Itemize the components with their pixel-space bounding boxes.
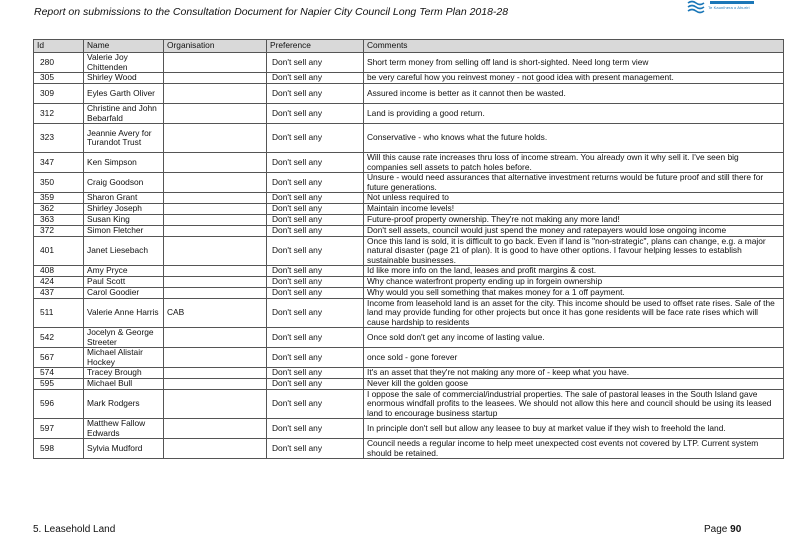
cell-name: Paul Scott	[84, 277, 164, 288]
cell-preference: Don't sell any	[267, 73, 364, 84]
table-row	[34, 237, 784, 266]
cell-name: Craig Goodson	[84, 173, 164, 193]
cell-preference: Don't sell any	[267, 226, 364, 237]
cell-organisation	[164, 193, 267, 204]
cell-comment: Why would you sell something that makes money for a 1 off payment.	[364, 288, 784, 299]
cell-comment: It's an asset that they're not making any more of - keep what you have.	[364, 368, 784, 379]
cell-preference: Don't sell any	[267, 237, 364, 266]
cell-id: 597	[34, 419, 84, 439]
cell-preference: Don't sell any	[267, 277, 364, 288]
cell-organisation	[164, 288, 267, 299]
cell-name: Mark Rodgers	[84, 390, 164, 419]
cell-preference: Don't sell any	[267, 288, 364, 299]
table-row	[34, 368, 784, 379]
cell-name: Valerie Joy Chittenden	[84, 53, 164, 73]
cell-comment: Income from leasehold land is an asset for the city. This income should be used to offset rate rises. Sale of the land may provide funding for other projects but once it has gone residents will be face rate rises which will cause hardship to residents	[364, 299, 784, 328]
cell-comment: Future-proof property ownership. They're not making any more land!	[364, 215, 784, 226]
footer-section: 5. Leasehold Land	[33, 524, 116, 535]
cell-id: 595	[34, 379, 84, 390]
cell-name: Janet Liesebach	[84, 237, 164, 266]
cell-organisation	[164, 439, 267, 459]
cell-id: 574	[34, 368, 84, 379]
cell-id: 305	[34, 73, 84, 84]
cell-organisation	[164, 390, 267, 419]
cell-preference: Don't sell any	[267, 379, 364, 390]
report-title: Report on submissions to the Consultation Document for Napier City Council Long Term Plan 2018-28	[34, 6, 509, 18]
cell-name: Michael Alistair Hockey	[84, 348, 164, 368]
cell-comment: Why chance waterfront property ending up in forgein ownership	[364, 277, 784, 288]
table-row	[34, 53, 784, 73]
cell-id: 362	[34, 204, 84, 215]
cell-preference: Don't sell any	[267, 193, 364, 204]
cell-name: Michael Bull	[84, 379, 164, 390]
cell-preference: Don't sell any	[267, 204, 364, 215]
cell-comment: Maintain income levels!	[364, 204, 784, 215]
cell-comment: Never kill the golden goose	[364, 379, 784, 390]
cell-id: 359	[34, 193, 84, 204]
cell-comment: be very careful how you reinvest money - not good idea with present management.	[364, 73, 784, 84]
table-row	[34, 124, 784, 153]
cell-organisation	[164, 104, 267, 124]
cell-preference: Don't sell any	[267, 173, 364, 193]
cell-name: Amy Pryce	[84, 266, 164, 277]
logo-subtext: Te Kaunihera o Ahuriri	[708, 5, 750, 10]
cell-name: Ken Simpson	[84, 153, 164, 173]
cell-name: Jocelyn & George Streeter	[84, 328, 164, 348]
cell-comment: Not unless required to	[364, 193, 784, 204]
cell-organisation	[164, 277, 267, 288]
cell-preference: Don't sell any	[267, 84, 364, 104]
cell-organisation	[164, 53, 267, 73]
cell-comment: I oppose the sale of commercial/industrial properties. The sale of pastoral leases in the South Island gave enormous windfall profits to the leasees. We should not allow this here and council should be using its leased land to encourage business startup	[364, 390, 784, 419]
cell-name: Sharon Grant	[84, 193, 164, 204]
table-row	[34, 299, 784, 328]
cell-id: 309	[34, 84, 84, 104]
table-row	[34, 84, 784, 104]
cell-organisation: CAB	[164, 299, 267, 328]
cell-organisation	[164, 153, 267, 173]
cell-preference: Don't sell any	[267, 266, 364, 277]
cell-preference: Don't sell any	[267, 153, 364, 173]
cell-preference: Don't sell any	[267, 328, 364, 348]
cell-name: Simon Fletcher	[84, 226, 164, 237]
page-label: Page	[704, 524, 728, 535]
cell-comment: Council needs a regular income to help meet unexpected cost events not covered by LTP. Current system should be retained.	[364, 439, 784, 459]
cell-id: 596	[34, 390, 84, 419]
cell-preference: Don't sell any	[267, 368, 364, 379]
cell-organisation	[164, 379, 267, 390]
cell-preference: Don't sell any	[267, 439, 364, 459]
cell-preference: Don't sell any	[267, 215, 364, 226]
cell-organisation	[164, 73, 267, 84]
table-row	[34, 173, 784, 193]
cell-id: 408	[34, 266, 84, 277]
table-header-row	[34, 40, 784, 53]
cell-name: Eyles Garth Oliver	[84, 84, 164, 104]
footer-page	[704, 524, 741, 535]
cell-organisation	[164, 368, 267, 379]
cell-id: 372	[34, 226, 84, 237]
cell-preference: Don't sell any	[267, 299, 364, 328]
table-row	[34, 215, 784, 226]
cell-comment: Once this land is sold, it is difficult to go back. Even if land is "non-strategic", plans can change, e.g. a major natural disaster (page 21 of plan). It is good to have other options. I favour helping lesses to establish sustainable businesses.	[364, 237, 784, 266]
cell-id: 347	[34, 153, 84, 173]
cell-organisation	[164, 204, 267, 215]
cell-id: 280	[34, 53, 84, 73]
cell-comment: once sold - gone forever	[364, 348, 784, 368]
cell-comment: In principle don't sell but allow any leasee to buy at market value if they wish to freehold the land.	[364, 419, 784, 439]
cell-organisation	[164, 348, 267, 368]
table-row	[34, 204, 784, 215]
cell-comment: Once sold don't get any income of lasting value.	[364, 328, 784, 348]
cell-name: Carol Goodier	[84, 288, 164, 299]
cell-comment: Conservative - who knows what the future holds.	[364, 124, 784, 153]
cell-organisation	[164, 226, 267, 237]
table-row	[34, 153, 784, 173]
cell-preference: Don't sell any	[267, 124, 364, 153]
cell-id: 401	[34, 237, 84, 266]
cell-name: Tracey Brough	[84, 368, 164, 379]
cell-comment: Will this cause rate increases thru loss of income stream. You already own it why sell it. I've seen big companies sell assets to patch holes before.	[364, 153, 784, 173]
cell-comment: Land is providing a good return.	[364, 104, 784, 124]
cell-organisation	[164, 419, 267, 439]
column-header-organisation: Organisation	[164, 40, 267, 53]
cell-comment: Don't sell assets, council would just spend the money and ratepayers would lose ongoing income	[364, 226, 784, 237]
cell-id: 424	[34, 277, 84, 288]
table-row	[34, 439, 784, 459]
cell-organisation	[164, 215, 267, 226]
cell-organisation	[164, 328, 267, 348]
cell-organisation	[164, 173, 267, 193]
cell-name: Shirley Wood	[84, 73, 164, 84]
cell-name: Christine and John Bebarfald	[84, 104, 164, 124]
column-header-name: Name	[84, 40, 164, 53]
cell-id: 567	[34, 348, 84, 368]
cell-name: Jeannie Avery for Turandot Trust	[84, 124, 164, 153]
cell-organisation	[164, 237, 267, 266]
table-row	[34, 226, 784, 237]
cell-preference: Don't sell any	[267, 390, 364, 419]
submissions-table	[33, 39, 784, 459]
column-header-id: Id	[34, 40, 84, 53]
cell-preference: Don't sell any	[267, 348, 364, 368]
cell-id: 363	[34, 215, 84, 226]
page-number: 90	[730, 524, 742, 535]
table-row	[34, 348, 784, 368]
table-row	[34, 277, 784, 288]
table-row	[34, 328, 784, 348]
cell-organisation	[164, 84, 267, 104]
table-row	[34, 193, 784, 204]
table-row	[34, 104, 784, 124]
table-row	[34, 73, 784, 84]
council-logo	[686, 0, 786, 14]
table-row	[34, 288, 784, 299]
cell-id: 312	[34, 104, 84, 124]
cell-name: Shirley Joseph	[84, 204, 164, 215]
cell-preference: Don't sell any	[267, 104, 364, 124]
cell-preference: Don't sell any	[267, 53, 364, 73]
cell-name: Susan King	[84, 215, 164, 226]
cell-id: 511	[34, 299, 84, 328]
cell-id: 542	[34, 328, 84, 348]
cell-id: 437	[34, 288, 84, 299]
table-row	[34, 266, 784, 277]
table-row	[34, 390, 784, 419]
cell-id: 323	[34, 124, 84, 153]
cell-comment: Short term money from selling off land is short-sighted. Need long term view	[364, 53, 784, 73]
cell-comment: Unsure - would need assurances that alternative investment returns would be future proof and still there for future generations.	[364, 173, 784, 193]
cell-id: 350	[34, 173, 84, 193]
cell-organisation	[164, 266, 267, 277]
cell-name: Valerie Anne Harris	[84, 299, 164, 328]
table-row	[34, 419, 784, 439]
cell-organisation	[164, 124, 267, 153]
cell-comment: Id like more info on the land, leases and profit margins & cost.	[364, 266, 784, 277]
cell-preference: Don't sell any	[267, 419, 364, 439]
cell-name: Sylvia Mudford	[84, 439, 164, 459]
cell-id: 598	[34, 439, 84, 459]
cell-name: Matthew Fallow Edwards	[84, 419, 164, 439]
cell-comment: Assured income is better as it cannot then be wasted.	[364, 84, 784, 104]
table-row	[34, 379, 784, 390]
column-header-preference: Preference	[267, 40, 364, 53]
column-header-comments: Comments	[364, 40, 784, 53]
